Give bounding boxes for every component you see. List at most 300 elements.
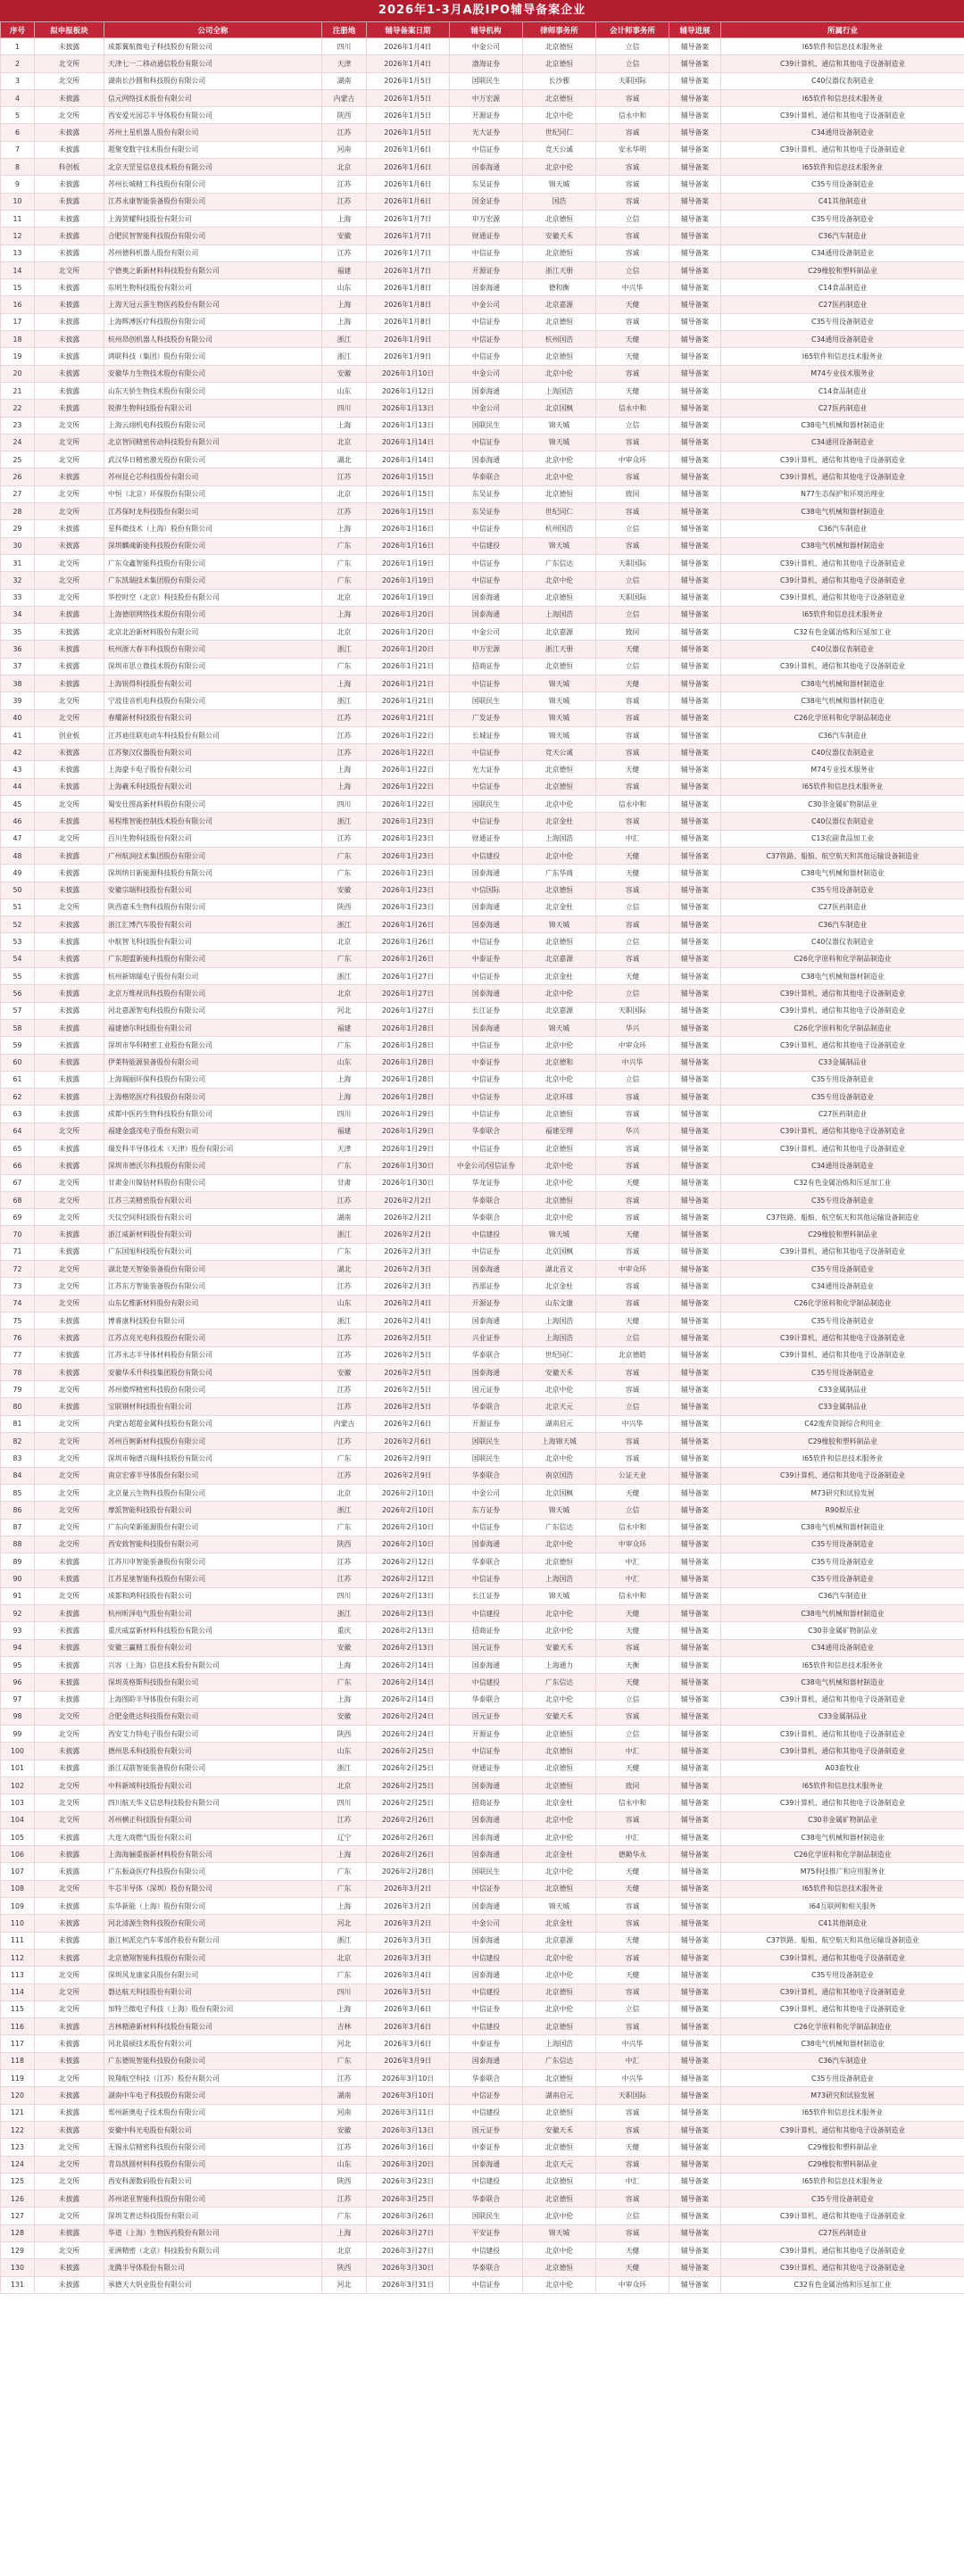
cell-region: 上海: [322, 210, 367, 227]
cell-index: 24: [1, 434, 35, 451]
cell-board: 未披露: [35, 933, 104, 950]
cell-accounting-firm: 德勤华永: [596, 1846, 669, 1863]
cell-sponsor: 中信证券: [450, 1243, 523, 1260]
cell-sponsor: 中信建投: [450, 2242, 523, 2259]
cell-date: 2026年1月6日: [367, 141, 450, 158]
cell-index: 106: [1, 1846, 35, 1863]
cell-industry: C38电气机械和器材制造业: [721, 968, 964, 985]
table-row: [1, 1071, 964, 1088]
cell-board: 未披露: [35, 744, 104, 761]
cell-law-firm: 北京德恒: [523, 210, 596, 227]
cell-index: 48: [1, 847, 35, 864]
cell-date: 2026年3月20日: [367, 2156, 450, 2173]
table-row: [1, 279, 964, 296]
cell-law-firm: 广东信达: [523, 1519, 596, 1536]
cell-progress: 辅导备案: [669, 1726, 721, 1743]
cell-board: 未披露: [35, 520, 104, 537]
cell-index: 68: [1, 1191, 35, 1208]
cell-region: 四川: [322, 1106, 367, 1122]
cell-index: 66: [1, 1157, 35, 1174]
cell-progress: 辅导备案: [669, 744, 721, 761]
cell-law-firm: 上海国浩: [523, 606, 596, 623]
cell-sponsor: 中金公司: [450, 624, 523, 641]
cell-law-firm: 北京金杜: [523, 1278, 596, 1295]
cell-company: 深圳英格斯科技股份有限公司: [104, 1674, 322, 1691]
cell-law-firm: 北京中伦: [523, 1605, 596, 1622]
table-row: [1, 1949, 964, 1966]
cell-accounting-firm: 天健: [596, 847, 669, 864]
cell-sponsor: 中信证券: [450, 744, 523, 761]
cell-company: 东华新能（上海）股份有限公司: [104, 1898, 322, 1915]
cell-sponsor: 国联民生: [450, 1450, 523, 1467]
cell-law-firm: 竞天公诚: [523, 141, 596, 158]
cell-company: 江苏保时龙科技股份有限公司: [104, 503, 322, 520]
cell-index: 110: [1, 1915, 35, 1932]
cell-date: 2026年1月28日: [367, 1037, 450, 1054]
cell-industry: C39计算机、通信和其他电子设备制造业: [721, 1743, 964, 1760]
cell-date: 2026年3月6日: [367, 2035, 450, 2052]
cell-region: 上海: [322, 606, 367, 623]
cell-sponsor: 中信建投: [450, 1984, 523, 2000]
table-row: [1, 468, 964, 485]
cell-date: 2026年1月4日: [367, 38, 450, 55]
cell-date: 2026年1月29日: [367, 1140, 450, 1157]
cell-industry: I65软件和信息技术服务业: [721, 2104, 964, 2121]
cell-date: 2026年2月10日: [367, 1502, 450, 1519]
cell-board: 北交所: [35, 1484, 104, 1501]
cell-board: 北交所: [35, 485, 104, 502]
cell-index: 56: [1, 985, 35, 1002]
cell-law-firm: 北京中伦: [523, 2000, 596, 2017]
cell-company: 宁德奥之新新材料科技股份有限公司: [104, 261, 322, 278]
cell-sponsor: 中信证券: [450, 2276, 523, 2293]
cell-board: 北交所: [35, 434, 104, 451]
cell-progress: 辅导备案: [669, 1019, 721, 1036]
cell-region: 江苏: [322, 830, 367, 847]
cell-industry: C39计算机、通信和其他电子设备制造业: [721, 1691, 964, 1708]
cell-board: 北交所: [35, 503, 104, 520]
cell-sponsor: 国泰海通: [450, 589, 523, 606]
cell-board: 未披露: [35, 38, 104, 55]
cell-accounting-firm: 容诚: [596, 365, 669, 382]
table-row: [1, 589, 964, 606]
cell-region: 北京: [322, 624, 367, 641]
cell-accounting-firm: 安永华明: [596, 141, 669, 158]
cell-law-firm: 北京德恒: [523, 244, 596, 261]
table-row: [1, 1863, 964, 1880]
cell-progress: 辅导备案: [669, 589, 721, 606]
cell-region: 江苏: [322, 726, 367, 743]
table-row: [1, 1122, 964, 1139]
cell-region: 福建: [322, 261, 367, 278]
cell-industry: C26化学原料和化学制品制造业: [721, 1295, 964, 1312]
cell-date: 2026年2月12日: [367, 1570, 450, 1587]
cell-index: 25: [1, 451, 35, 468]
cell-sponsor: 中泰证券: [450, 2035, 523, 2052]
cell-industry: C39计算机、通信和其他电子设备制造业: [721, 985, 964, 1002]
cell-accounting-firm: 中汇: [596, 2052, 669, 2069]
table-row: [1, 1622, 964, 1639]
cell-index: 94: [1, 1639, 35, 1656]
cell-region: 浙江: [322, 916, 367, 933]
cell-progress: 辅导备案: [669, 675, 721, 692]
cell-company: 广东向荣新能源股份有限公司: [104, 1519, 322, 1536]
cell-law-firm: 上海国浩: [523, 1329, 596, 1346]
cell-progress: 辅导备案: [669, 503, 721, 520]
cell-sponsor: 华泰联合: [450, 1209, 523, 1226]
cell-progress: 辅导备案: [669, 520, 721, 537]
cell-accounting-firm: 容诚: [596, 2104, 669, 2121]
cell-company: 德州思禾科技股份有限公司: [104, 1743, 322, 1760]
cell-law-firm: 锦天城: [523, 2224, 596, 2241]
cell-board: 未披露: [35, 1639, 104, 1656]
cell-law-firm: 上海通力: [523, 1656, 596, 1673]
cell-region: 浙江: [322, 1502, 367, 1519]
cell-company: 西安科源数码股份有限公司: [104, 2173, 322, 2190]
cell-industry: C26化学原料和化学制品制造业: [721, 709, 964, 726]
cell-industry: R90娱乐业: [721, 1502, 964, 1519]
cell-industry: C41其他制造业: [721, 193, 964, 210]
cell-law-firm: 北京中伦: [523, 847, 596, 864]
cell-date: 2026年1月19日: [367, 554, 450, 571]
cell-sponsor: 招商证券: [450, 1794, 523, 1811]
cell-region: 广东: [322, 1880, 367, 1897]
cell-board: 未披露: [35, 2276, 104, 2293]
cell-board: 未披露: [35, 1622, 104, 1639]
cell-industry: C39计算机、通信和其他电子设备制造业: [721, 1984, 964, 2000]
cell-company: 龙腾半导体股份有限公司: [104, 2259, 322, 2276]
cell-board: 北交所: [35, 554, 104, 571]
cell-date: 2026年2月26日: [367, 1811, 450, 1828]
table-row: [1, 176, 964, 193]
cell-sponsor: 国泰海通: [450, 1656, 523, 1673]
cell-industry: C26化学原料和化学制品制造业: [721, 2018, 964, 2035]
cell-industry: I65软件和信息技术服务业: [721, 348, 964, 365]
cell-date: 2026年1月28日: [367, 1071, 450, 1088]
cell-index: 51: [1, 899, 35, 915]
cell-progress: 辅导备案: [669, 244, 721, 261]
cell-progress: 辅导备案: [669, 107, 721, 124]
table-row: [1, 554, 964, 571]
cell-law-firm: 北京德恒: [523, 589, 596, 606]
cell-date: 2026年1月21日: [367, 658, 450, 675]
cell-accounting-firm: 天健: [596, 1312, 669, 1329]
cell-progress: 辅导备案: [669, 709, 721, 726]
cell-region: 上海: [322, 1656, 367, 1673]
table-row: [1, 761, 964, 778]
cell-sponsor: 华泰联合: [450, 1691, 523, 1708]
cell-index: 82: [1, 1433, 35, 1450]
cell-index: 124: [1, 2156, 35, 2173]
cell-industry: C39计算机、通信和其他电子设备制造业: [721, 141, 964, 158]
cell-date: 2026年3月9日: [367, 2052, 450, 2069]
header-sponsor: 辅导机构: [450, 22, 523, 38]
cell-board: 未披露: [35, 658, 104, 675]
cell-accounting-firm: 天健: [596, 348, 669, 365]
cell-date: 2026年1月23日: [367, 865, 450, 882]
cell-industry: C39计算机、通信和其他电子设备制造业: [721, 554, 964, 571]
cell-region: 广东: [322, 2207, 367, 2224]
cell-industry: C39计算机、通信和其他电子设备制造业: [721, 2259, 964, 2276]
cell-index: 89: [1, 1553, 35, 1570]
cell-index: 62: [1, 1089, 35, 1106]
cell-index: 28: [1, 503, 35, 520]
cell-date: 2026年2月6日: [367, 1433, 450, 1450]
cell-date: 2026年1月29日: [367, 1122, 450, 1139]
cell-company: 牛芯半导体（深圳）股份有限公司: [104, 1880, 322, 1897]
table-row: [1, 348, 964, 365]
cell-industry: C27医药制造业: [721, 1106, 964, 1122]
cell-date: 2026年1月5日: [367, 72, 450, 89]
cell-sponsor: 国元证券: [450, 1639, 523, 1656]
cell-industry: C32有色金属冶炼和压延加工业: [721, 2276, 964, 2293]
table-row: [1, 2035, 964, 2052]
cell-industry: C39计算机、通信和其他电子设备制造业: [721, 2121, 964, 2138]
cell-company: 锐翔航空科技（江苏）股份有限公司: [104, 2070, 322, 2087]
cell-sponsor: 华泰联合: [450, 1467, 523, 1484]
cell-date: 2026年1月9日: [367, 331, 450, 348]
cell-industry: C27医药制造业: [721, 899, 964, 915]
cell-region: 辽宁: [322, 1828, 367, 1845]
table-row: [1, 1674, 964, 1691]
cell-region: 江苏: [322, 503, 367, 520]
cell-date: 2026年2月10日: [367, 1536, 450, 1553]
cell-sponsor: 华泰联合: [450, 468, 523, 485]
cell-board: 北交所: [35, 2156, 104, 2173]
cell-accounting-firm: 容诚: [596, 1089, 669, 1106]
cell-date: 2026年1月15日: [367, 485, 450, 502]
cell-accounting-firm: 天健: [596, 1226, 669, 1243]
table-row: [1, 1656, 964, 1673]
cell-board: 创业板: [35, 726, 104, 743]
cell-region: 上海: [322, 296, 367, 313]
cell-progress: 辅导备案: [669, 1363, 721, 1380]
cell-sponsor: 中信证券: [450, 1037, 523, 1054]
cell-region: 江苏: [322, 2139, 367, 2156]
cell-board: 北交所: [35, 1519, 104, 1536]
cell-law-firm: 世纪同仁: [523, 503, 596, 520]
cell-accounting-firm: 立信: [596, 1398, 669, 1415]
cell-accounting-firm: 致同: [596, 1777, 669, 1793]
cell-index: 130: [1, 2259, 35, 2276]
cell-law-firm: 北京中伦: [523, 1381, 596, 1398]
cell-index: 42: [1, 744, 35, 761]
cell-law-firm: 上海国浩: [523, 2035, 596, 2052]
cell-law-firm: 锦天城: [523, 692, 596, 709]
cell-index: 83: [1, 1450, 35, 1467]
cell-region: 安徽: [322, 228, 367, 244]
cell-law-firm: 浙江天册: [523, 641, 596, 658]
cell-company: 上海锐得科技股份有限公司: [104, 675, 322, 692]
cell-region: 广东: [322, 950, 367, 967]
cell-law-firm: 锦天城: [523, 1898, 596, 1915]
cell-date: 2026年2月3日: [367, 1278, 450, 1295]
cell-law-firm: 北京嘉源: [523, 296, 596, 313]
table-row: [1, 1346, 964, 1363]
cell-accounting-firm: 容诚: [596, 950, 669, 967]
cell-region: 上海: [322, 778, 367, 795]
cell-board: 未披露: [35, 244, 104, 261]
cell-progress: 辅导备案: [669, 1209, 721, 1226]
cell-company: 上海德朋网络技术股份有限公司: [104, 606, 322, 623]
cell-company: 西安艾力特电子股份有限公司: [104, 1726, 322, 1743]
cell-board: 未披露: [35, 2087, 104, 2104]
cell-accounting-firm: 天职国际: [596, 1002, 669, 1019]
cell-board: 未披露: [35, 348, 104, 365]
cell-law-firm: 锦天城: [523, 1226, 596, 1243]
cell-accounting-firm: 中审众环: [596, 1261, 669, 1278]
cell-index: 17: [1, 313, 35, 330]
cell-company: 安徽宗瑞科技股份有限公司: [104, 882, 322, 899]
cell-date: 2026年1月26日: [367, 933, 450, 950]
cell-progress: 辅导备案: [669, 1433, 721, 1450]
cell-date: 2026年2月13日: [367, 1622, 450, 1639]
cell-index: 100: [1, 1743, 35, 1760]
cell-index: 64: [1, 1122, 35, 1139]
cell-industry: C38电气机械和器材制造业: [721, 1828, 964, 1845]
cell-company: 超聚变数字技术股份有限公司: [104, 141, 322, 158]
header-accounting-firm: 会计师事务所: [596, 22, 669, 38]
cell-date: 2026年1月23日: [367, 847, 450, 864]
cell-accounting-firm: 容诚: [596, 313, 669, 330]
cell-sponsor: 国泰海通: [450, 2156, 523, 2173]
cell-index: 78: [1, 1363, 35, 1380]
cell-region: 安徽: [322, 1363, 367, 1380]
cell-progress: 辅导备案: [669, 2104, 721, 2121]
cell-index: 77: [1, 1346, 35, 1363]
cell-index: 85: [1, 1484, 35, 1501]
cell-date: 2026年3月13日: [367, 2121, 450, 2138]
cell-accounting-firm: 容诚: [596, 2191, 669, 2207]
cell-date: 2026年1月28日: [367, 1089, 450, 1106]
cell-date: 2026年3月4日: [367, 1967, 450, 1984]
cell-board: 未披露: [35, 89, 104, 106]
cell-index: 16: [1, 296, 35, 313]
cell-industry: I65软件和信息技术服务业: [721, 2173, 964, 2190]
cell-law-firm: 锦天城: [523, 726, 596, 743]
table-row: [1, 865, 964, 882]
table-row: [1, 1433, 964, 1450]
cell-board: 未披露: [35, 2018, 104, 2035]
cell-board: 未披露: [35, 865, 104, 882]
cell-sponsor: 中金公司: [450, 38, 523, 55]
cell-index: 76: [1, 1329, 35, 1346]
cell-company: 合肥金胜达科技股份有限公司: [104, 1708, 322, 1725]
header-date: 辅导备案日期: [367, 22, 450, 38]
cell-sponsor: 国泰海通: [450, 1828, 523, 1845]
cell-industry: C38电气机械和器材制造业: [721, 537, 964, 554]
cell-accounting-firm: 中汇: [596, 1553, 669, 1570]
cell-date: 2026年2月10日: [367, 1484, 450, 1501]
cell-board: 未披露: [35, 537, 104, 554]
cell-index: 95: [1, 1656, 35, 1673]
cell-company: 广东超盟新能科技股份有限公司: [104, 950, 322, 967]
cell-progress: 辅导备案: [669, 2173, 721, 2190]
cell-region: 江苏: [322, 744, 367, 761]
cell-industry: C26化学原料和化学制品制造业: [721, 1019, 964, 1036]
cell-board: 未披露: [35, 641, 104, 658]
cell-date: 2026年1月21日: [367, 709, 450, 726]
cell-company: 中航智飞科技股份有限公司: [104, 933, 322, 950]
cell-sponsor: 华泰联合: [450, 1346, 523, 1363]
cell-accounting-firm: 天健: [596, 968, 669, 985]
cell-sponsor: 中信证券: [450, 313, 523, 330]
cell-accounting-firm: 华兴: [596, 1019, 669, 1036]
cell-law-firm: 北京嘉源: [523, 1932, 596, 1949]
cell-industry: I65软件和信息技术服务业: [721, 1656, 964, 1673]
cell-company: 安徽中科光电股份有限公司: [104, 2121, 322, 2138]
cell-progress: 辅导备案: [669, 2070, 721, 2087]
cell-sponsor: 中信证券: [450, 2087, 523, 2104]
cell-accounting-firm: 中汇: [596, 2173, 669, 2190]
cell-law-firm: 北京德恒: [523, 1777, 596, 1793]
table-row: [1, 1484, 964, 1501]
cell-region: 上海: [322, 1691, 367, 1708]
cell-industry: C40仪器仪表制造业: [721, 72, 964, 89]
cell-board: 未披露: [35, 382, 104, 399]
cell-law-firm: 湖北首义: [523, 1261, 596, 1278]
cell-region: 吉林: [322, 2018, 367, 2035]
cell-accounting-firm: 容诚: [596, 468, 669, 485]
cell-board: 未披露: [35, 1915, 104, 1932]
cell-board: 北交所: [35, 572, 104, 589]
cell-region: 江苏: [322, 244, 367, 261]
cell-index: 41: [1, 726, 35, 743]
cell-accounting-firm: 天健: [596, 1622, 669, 1639]
cell-index: 107: [1, 1863, 35, 1880]
cell-board: 未披露: [35, 847, 104, 864]
cell-sponsor: 华龙证券: [450, 1174, 523, 1191]
cell-company: 成都中医药生物科技股份有限公司: [104, 1106, 322, 1122]
cell-accounting-firm: 容诚: [596, 744, 669, 761]
cell-progress: 辅导备案: [669, 916, 721, 933]
cell-industry: C14食品制造业: [721, 382, 964, 399]
cell-company: 广东国旭科技股份有限公司: [104, 1243, 322, 1260]
cell-date: 2026年1月22日: [367, 744, 450, 761]
cell-law-firm: 北京中伦: [523, 1691, 596, 1708]
cell-industry: C37铁路、船舶、航空航天和其他运输设备制造业: [721, 847, 964, 864]
cell-progress: 辅导备案: [669, 1811, 721, 1828]
table-row: [1, 1089, 964, 1106]
cell-date: 2026年1月29日: [367, 1106, 450, 1122]
cell-sponsor: 国泰海通: [450, 451, 523, 468]
cell-industry: I65软件和信息技术服务业: [721, 89, 964, 106]
cell-sponsor: 国元证券: [450, 2121, 523, 2138]
cell-date: 2026年1月26日: [367, 950, 450, 967]
cell-board: 北交所: [35, 692, 104, 709]
cell-law-firm: 世纪同仁: [523, 1346, 596, 1363]
cell-accounting-firm: 容诚: [596, 1433, 669, 1450]
cell-company: 星科微技术（上海）股份有限公司: [104, 520, 322, 537]
cell-law-firm: 广东信达: [523, 554, 596, 571]
cell-progress: 辅导备案: [669, 1261, 721, 1278]
cell-board: 未披露: [35, 400, 104, 417]
cell-date: 2026年3月10日: [367, 2070, 450, 2087]
cell-law-firm: 北京中伦: [523, 1071, 596, 1088]
cell-industry: A03畜牧业: [721, 1760, 964, 1777]
cell-index: 117: [1, 2035, 35, 2052]
cell-index: 39: [1, 692, 35, 709]
cell-index: 1: [1, 38, 35, 55]
cell-accounting-firm: 容诚: [596, 244, 669, 261]
cell-progress: 辅导备案: [669, 1967, 721, 1984]
cell-sponsor: 中万宏源: [450, 89, 523, 106]
cell-date: 2026年1月13日: [367, 417, 450, 434]
cell-industry: C27医药制造业: [721, 296, 964, 313]
cell-index: 88: [1, 1536, 35, 1553]
cell-board: 未披露: [35, 968, 104, 985]
table-row: [1, 1846, 964, 1863]
